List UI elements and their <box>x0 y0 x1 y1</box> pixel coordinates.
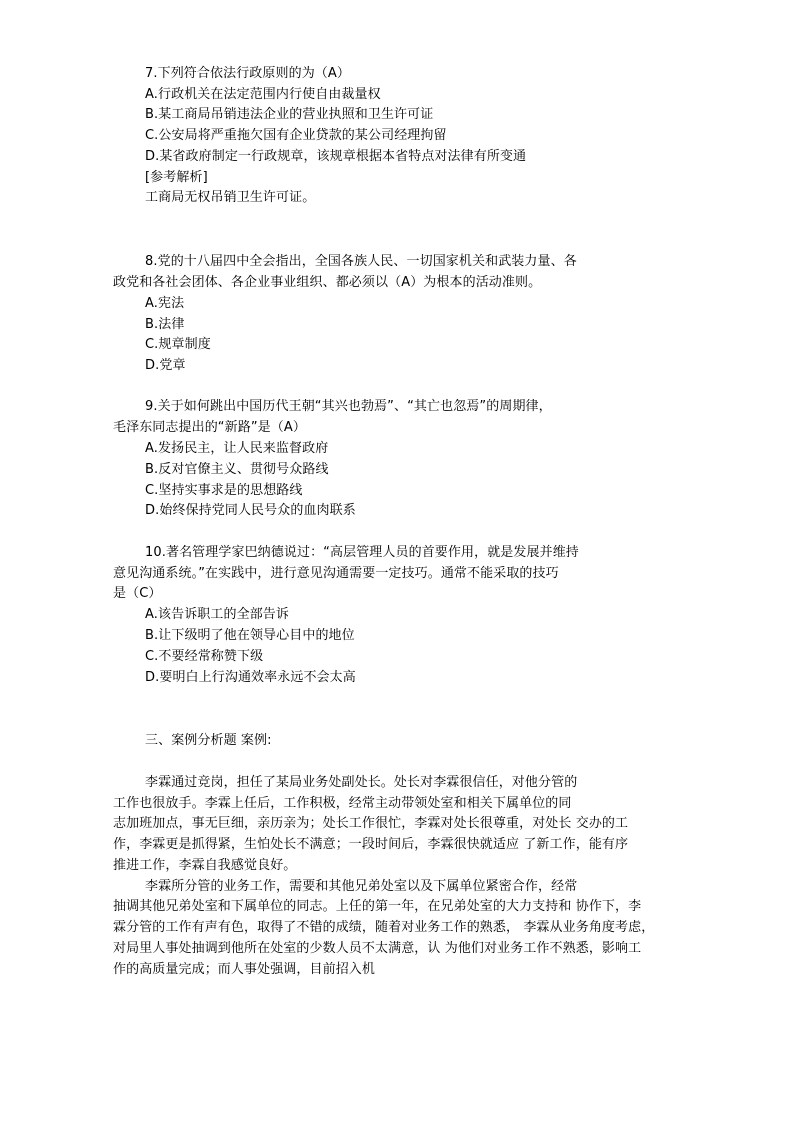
case-para2-line-4: 对局里人事处抽调到他所在处室的少数人员不太满意，认 为他们对业务工作不熟悉，影响工 <box>113 941 642 956</box>
q9-option-c: C.坚持实事求是的思想路线 <box>145 483 303 498</box>
case-para2-line-3: 霖分管的工作有声有色，取得了不错的成绩，随着对业务工作的熟悉， 李霖从业务角度考虑， <box>113 920 655 935</box>
case-para1-line-5: 推进工作，李霖自我感觉良好。 <box>113 858 297 873</box>
q7-stem: 7.下列符合依法行政原则的为（A） <box>145 66 350 81</box>
q7-option-d: D.某省政府制定一行政规章，该规章根据本省特点对法律有所变通 <box>145 149 527 164</box>
q8-option-d: D.党章 <box>145 358 186 373</box>
q10-option-b: B.让下级明了他在领导心目中的地位 <box>145 628 355 643</box>
q10-stem-line-1: 10.著名管理学家巴纳德说过：“高层管理人员的首要作用，就是发展并维持 <box>145 545 579 560</box>
case-para2-line-5: 作的高质量完成；而人事处强调，目前招入机 <box>113 962 376 977</box>
q7-option-c: C.公安局将严重拖欠国有企业贷款的某公司经理拘留 <box>145 128 447 143</box>
q9-option-b: B.反对官僚主义、贯彻号众路线 <box>145 462 329 477</box>
q9-option-d: D.始终保持党同人民号众的血肉联系 <box>145 503 356 518</box>
q8-option-b: B.法律 <box>145 317 185 332</box>
q10-stem-line-2: 意见沟通系统。”在实践中，进行意见沟通需要一定技巧。通常不能采取的技巧 <box>113 566 559 581</box>
case-para2-line-1: 李霖所分管的业务工作，需要和其他兄弟处室以及下属单位紧密合作，经常 <box>145 879 578 894</box>
q9-stem-line-2: 毛泽东同志提出的“新路”是（A） <box>113 420 306 435</box>
q9-option-a: A.发扬民主，让人民来监督政府 <box>145 441 329 456</box>
q10-option-d: D.要明白上行沟通效率永远不会太高 <box>145 670 356 685</box>
q8-option-c: C.规章制度 <box>145 337 211 352</box>
q7-reference-text: 工商局无权吊销卫生许可证。 <box>145 190 316 205</box>
q8-stem-line-1: 8.党的十八届四中全会指出，全国各族人民、一切国家机关和武装力量、各 <box>145 254 577 269</box>
case-para1-line-4: 作，李霖更是抓得紧，生怕处长不满意；一段时间后，李霖很快就适应 了新工作，能有序 <box>113 837 629 852</box>
case-para2-line-2: 抽调其他兄弟处室和下属单位的同志。上任的第一年，在兄弟处室的大力支持和 协作下，李 <box>113 899 642 914</box>
section-3-heading: 三、案例分析题 案例: <box>145 733 272 748</box>
q7-option-a: A.行政机关在法定范围内行使自由裁量权 <box>145 87 381 102</box>
q10-option-a: A.该告诉职工的全部告诉 <box>145 607 289 622</box>
q10-option-c: C.不要经常称赞下级 <box>145 649 264 664</box>
q8-option-a: A.宪法 <box>145 296 185 311</box>
q8-stem-line-2: 政党和各社会团体、各企业事业组织、都必须以（A）为根本的活动准则。 <box>113 275 542 290</box>
q9-stem-line-1: 9.关于如何跳出中国历代王朝“其兴也勃焉”、“其亡也忽焉”的周期律， <box>145 399 552 414</box>
case-para1-line-2: 工作也很放手。李霖上任后，工作积极，经常主动带领处室和相关下属单位的同 <box>113 796 572 811</box>
q10-stem-line-3: 是（C） <box>113 586 162 601</box>
q7-option-b: B.某工商局吊销违法企业的营业执照和卫生许可证 <box>145 107 434 122</box>
case-para1-line-1: 李霖通过竞岗，担任了某局业务处副处长。处长对李霖很信任，对他分管的 <box>145 775 578 790</box>
q7-reference-label: [参考解析] <box>145 170 208 185</box>
case-para1-line-3: 志加班加点，事无巨细，亲历亲为；处长工作很忙，李霖对处长很尊重，对处长 交办的工 <box>113 816 629 831</box>
